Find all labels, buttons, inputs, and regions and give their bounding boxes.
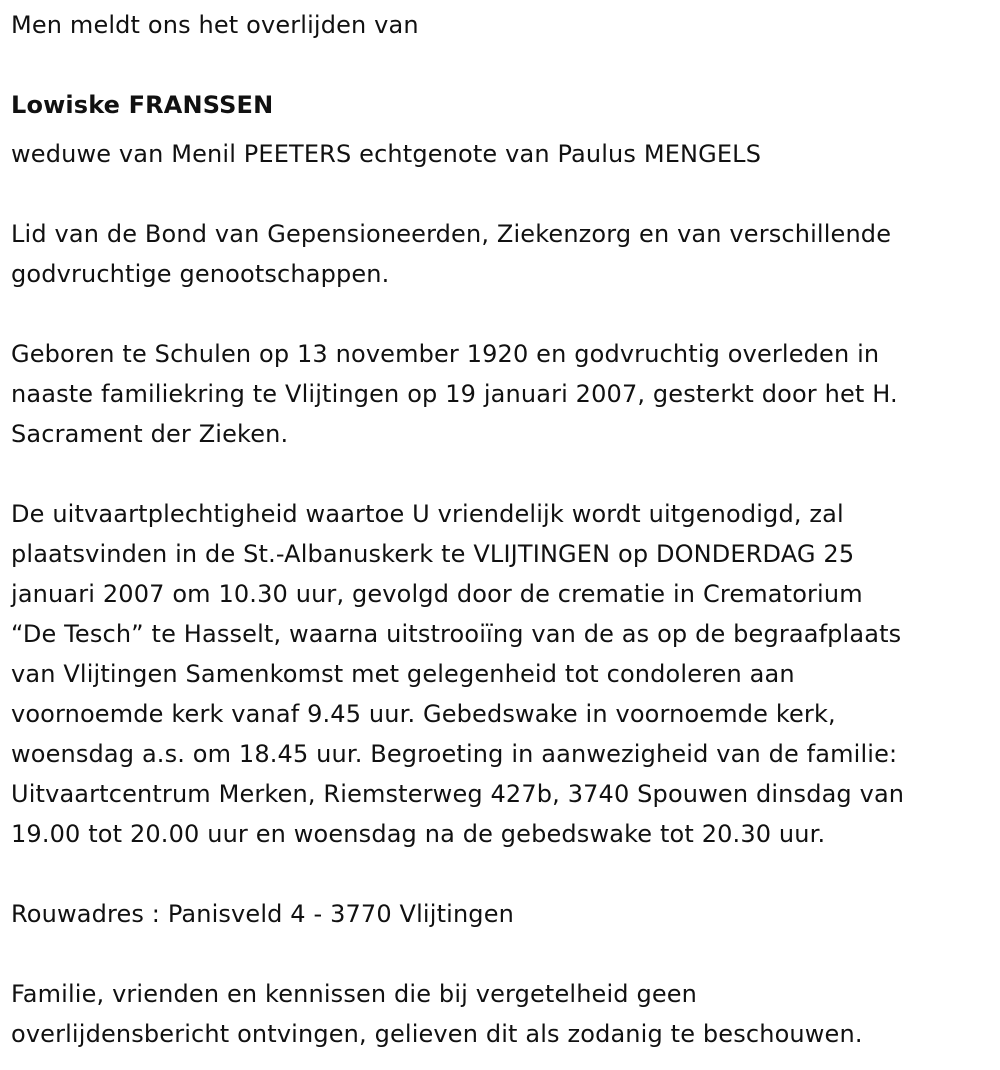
funeral-line: “De Tesch” te Hasselt, waarna uitstrooiïng van de as op de begraafplaats — [11, 620, 902, 648]
membership-line: godvruchtige genootschappen. — [11, 260, 390, 288]
mourning-address: Rouwadres : Panisveld 4 - 3770 Vlijtingen — [11, 900, 514, 928]
birth-death-line: Sacrament der Zieken. — [11, 420, 289, 448]
funeral-line: 19.00 tot 20.00 uur en woensdag na de gebedswake tot 20.30 uur. — [11, 820, 826, 848]
funeral-line: voornoemde kerk vanaf 9.45 uur. Gebedswake in voornoemde kerk, — [11, 700, 836, 728]
funeral-line: De uitvaartplechtigheid waartoe U vriendelijk wordt uitgenodigd, zal — [11, 500, 844, 528]
funeral-line: woensdag a.s. om 18.45 uur. Begroeting in aanwezigheid van de familie: — [11, 740, 898, 768]
birth-death-line: Geboren te Schulen op 13 november 1920 en godvruchtig overleden in — [11, 340, 880, 368]
relation-text: weduwe van Menil PEETERS echtgenote van Paulus MENGELS — [11, 140, 762, 168]
membership-line: Lid van de Bond van Gepensioneerden, Ziekenzorg en van verschillende — [11, 220, 892, 248]
funeral-line: van Vlijtingen Samenkomst met gelegenheid tot condoleren aan — [11, 660, 795, 688]
funeral-line: januari 2007 om 10.30 uur, gevolgd door de crematie in Crematorium — [11, 580, 863, 608]
closing-line: overlijdensbericht ontvingen, gelieven dit als zodanig te beschouwen. — [11, 1020, 863, 1048]
funeral-line: plaatsvinden in de St.-Albanuskerk te VLIJTINGEN op DONDERDAG 25 — [11, 540, 855, 568]
funeral-line: Uitvaartcentrum Merken, Riemsterweg 427b, 3740 Spouwen dinsdag van — [11, 780, 905, 808]
closing-line: Familie, vrienden en kennissen die bij vergetelheid geen — [11, 980, 698, 1008]
birth-death-line: naaste familiekring te Vlijtingen op 19 januari 2007, gesterkt door het H. — [11, 380, 898, 408]
intro-text: Men meldt ons het overlijden van — [11, 11, 419, 39]
deceased-name: Lowiske FRANSSEN — [11, 91, 274, 119]
